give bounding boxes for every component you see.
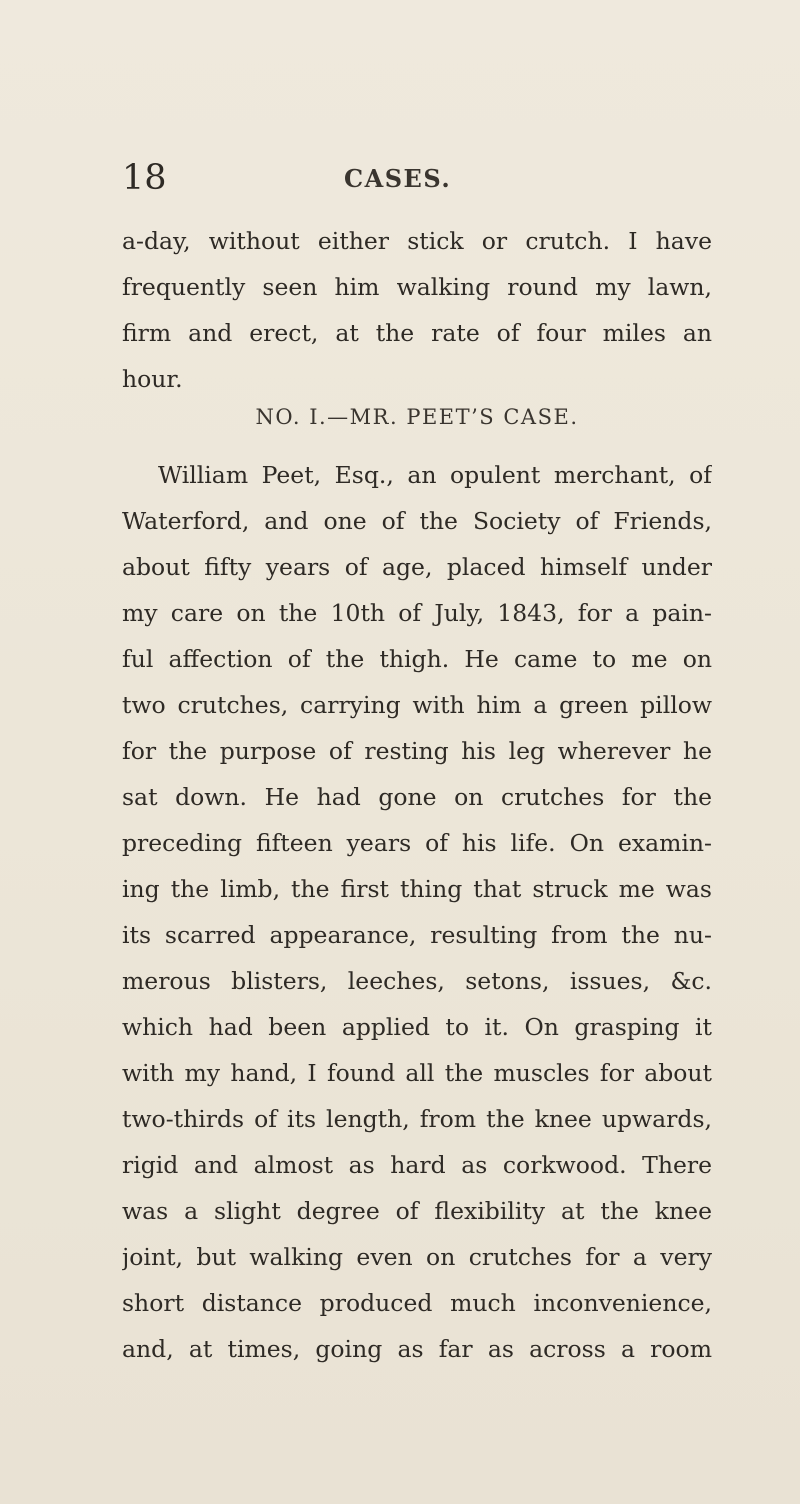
text-line: joint, but walking even on crutches for a very bbox=[122, 1243, 712, 1271]
running-head bbox=[122, 158, 712, 198]
text-line: was a slight degree of flexibility at the knee bbox=[122, 1197, 712, 1225]
text-line: preceding fifteen years of his life. On examin- bbox=[122, 829, 712, 857]
text-line: sat down. He had gone on crutches for the bbox=[122, 783, 712, 811]
text-line: for the purpose of resting his leg wherever he bbox=[122, 737, 712, 765]
text-line: which had been applied to it. On grasping it bbox=[122, 1013, 712, 1041]
case-paragraph bbox=[122, 452, 712, 1372]
text-line: ful affection of the thigh. He came to me on bbox=[122, 645, 712, 673]
text-line: two crutches, carrying with him a green pillow bbox=[122, 691, 712, 719]
text-line: Waterford, and one of the Society of Friends, bbox=[122, 507, 712, 535]
text-line: rigid and almost as hard as corkwood. There bbox=[122, 1151, 712, 1179]
text-line: my care on the 10th of July, 1843, for a pain- bbox=[122, 599, 712, 627]
text-line: frequently seen him walking round my lawn, bbox=[122, 273, 712, 301]
continuation-paragraph bbox=[122, 218, 712, 402]
text-line: merous blisters, leeches, setons, issues, &c. bbox=[122, 967, 712, 995]
text-line: William Peet, Esq., an opulent merchant, of bbox=[158, 461, 712, 489]
text-line: a-day, without either stick or crutch. I have bbox=[122, 227, 712, 255]
running-title: CASES. bbox=[344, 164, 452, 193]
section-heading: NO. I.—MR. PEET’S CASE. bbox=[255, 405, 579, 429]
text-line: and, at times, going as far as across a room bbox=[122, 1335, 712, 1363]
text-line: short distance produced much inconvenience, bbox=[122, 1289, 712, 1317]
text-line: two-thirds of its length, from the knee upwards, bbox=[122, 1105, 712, 1133]
text-line: about fifty years of age, placed himself under bbox=[122, 553, 712, 581]
text-line: with my hand, I found all the muscles for about bbox=[122, 1059, 712, 1087]
page-number: 18 bbox=[122, 158, 167, 198]
text-line: hour. bbox=[122, 365, 183, 393]
text-line: firm and erect, at the rate of four miles an bbox=[122, 319, 712, 347]
text-line: its scarred appearance, resulting from the nu- bbox=[122, 921, 712, 949]
text-line: ing the limb, the first thing that struck me was bbox=[122, 875, 712, 903]
